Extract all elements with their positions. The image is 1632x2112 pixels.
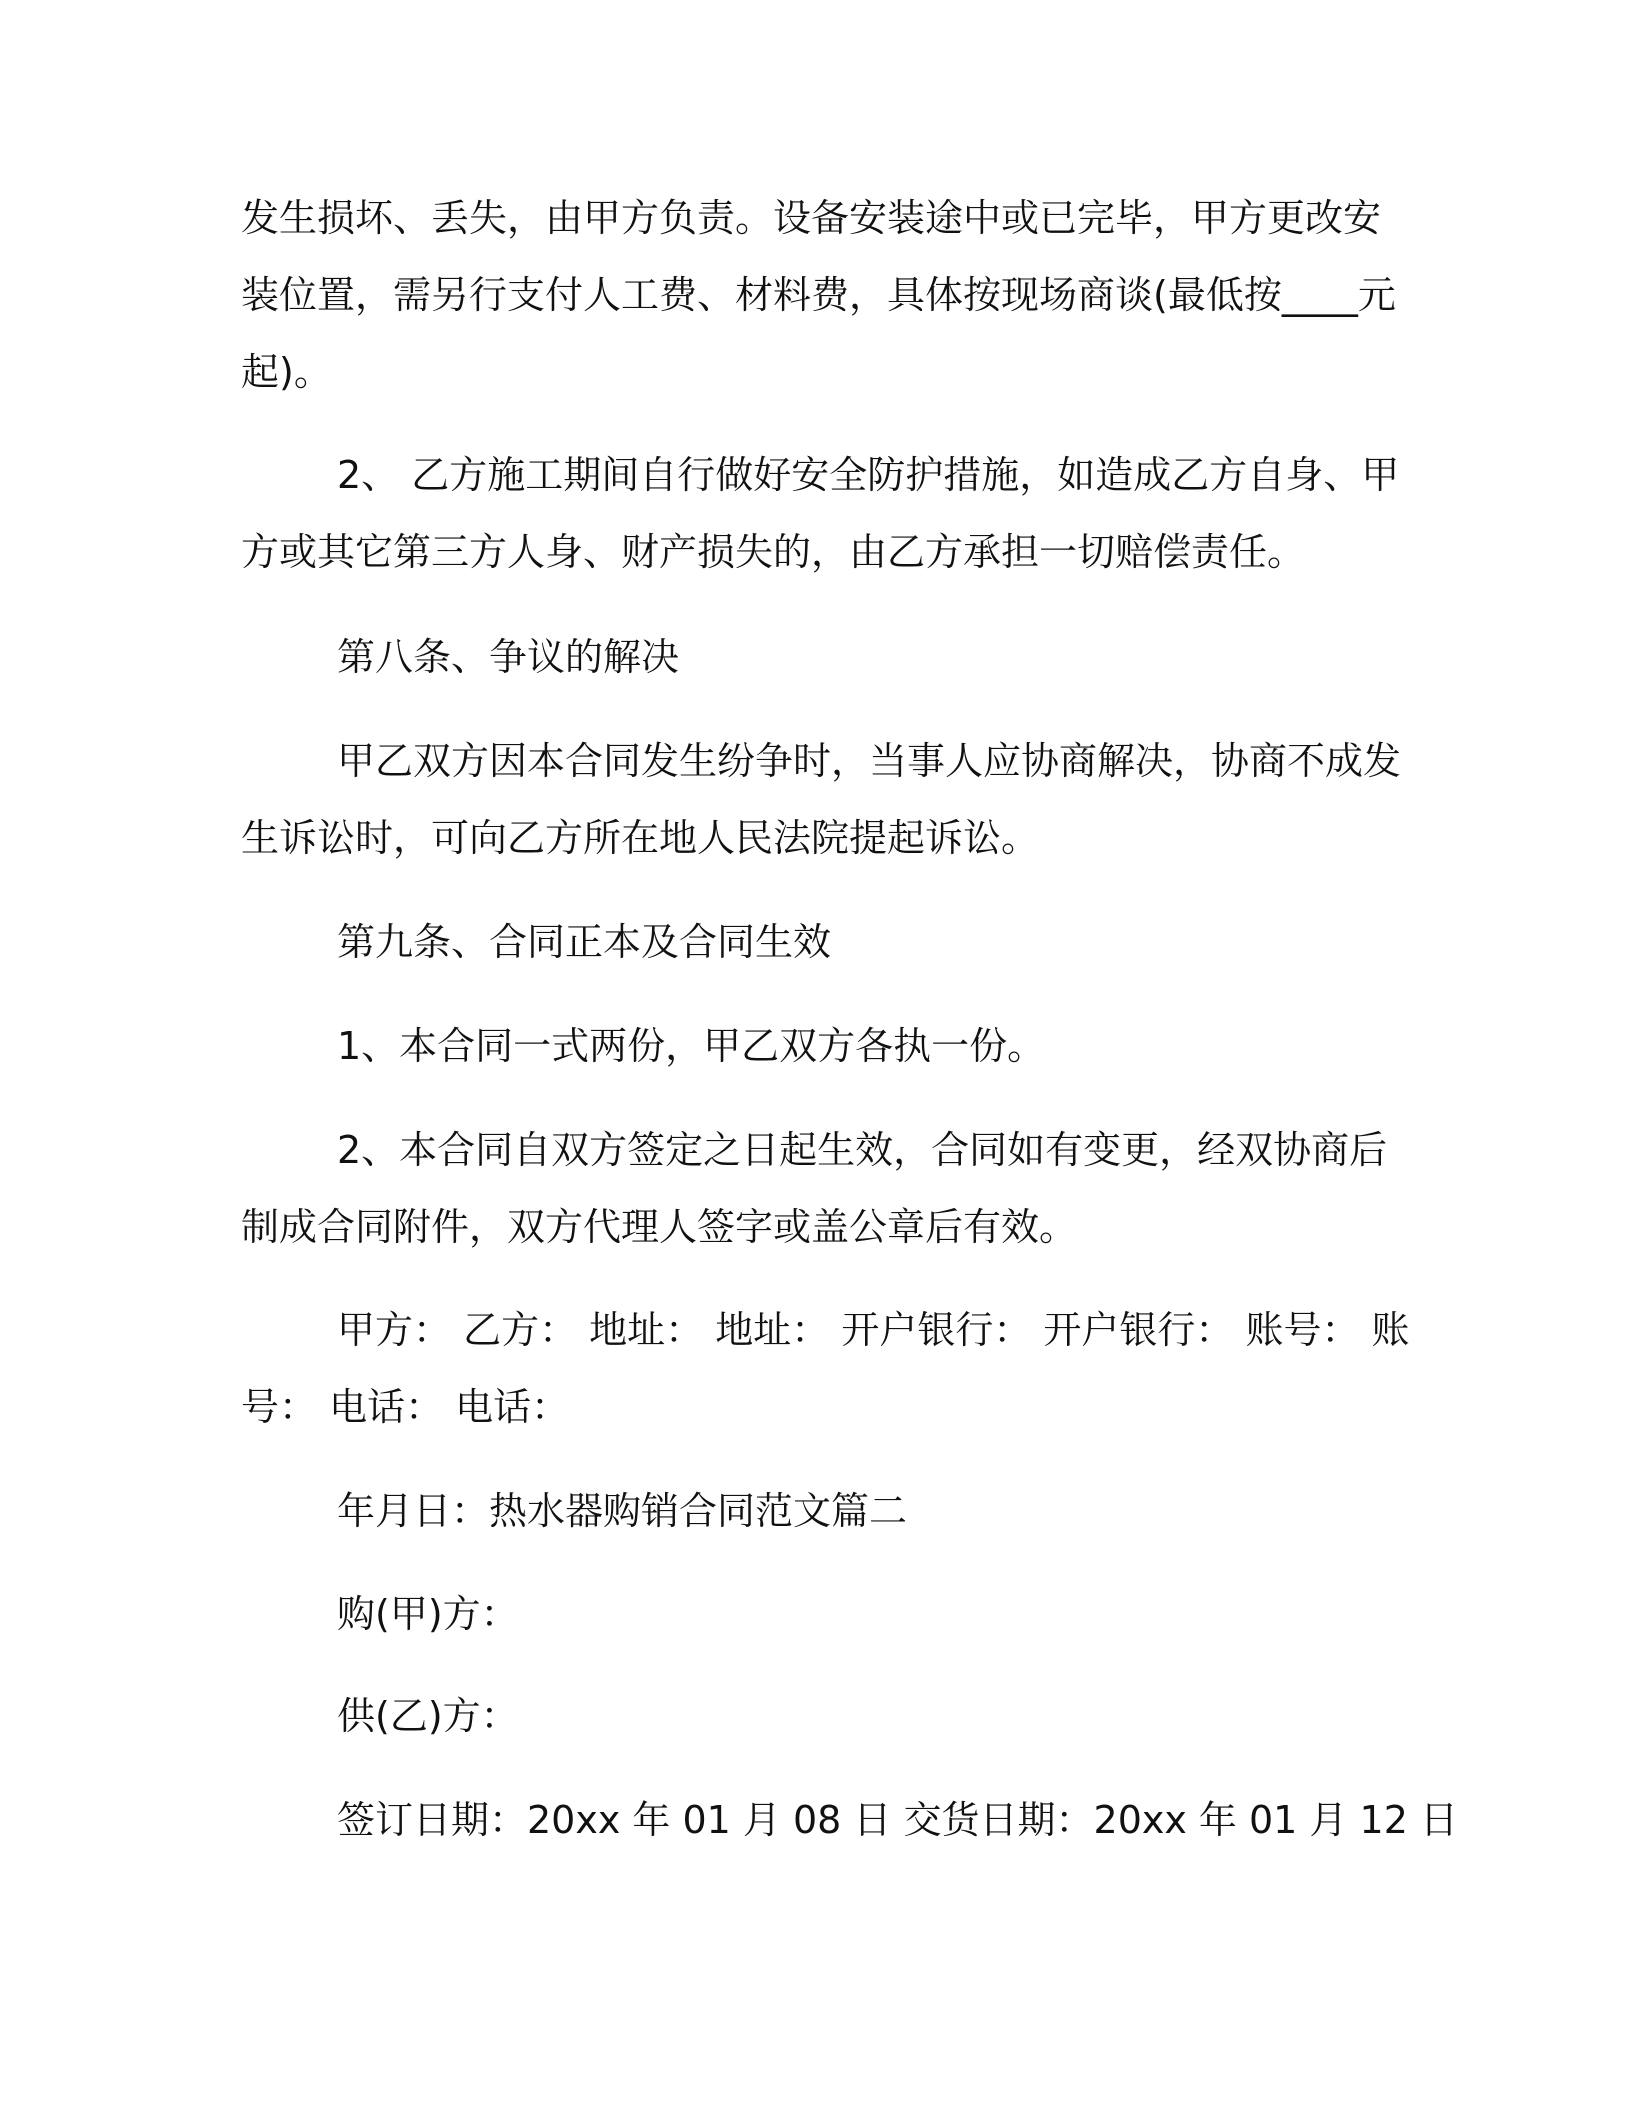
paragraph-line: 方或其它第三方人身、财产损失的，由乙方承担一切赔偿责任。 bbox=[241, 530, 1306, 574]
paragraph-line: 生诉讼时，可向乙方所在地人民法院提起诉讼。 bbox=[241, 816, 1040, 860]
paragraph-line: 2、本合同自双方签定之日起生效，合同如有变更，经双协商后 bbox=[337, 1128, 1388, 1172]
date-fields-line: 签订日期：20xx 年 01 月 08 日 交货日期：20xx 年 01 月 12 日 bbox=[337, 1798, 1458, 1842]
paragraph-line: 1、本合同一式两份，甲乙双方各执一份。 bbox=[337, 1024, 1046, 1068]
paragraph-line: 2、 乙方施工期间自行做好安全防护措施，如造成乙方自身、甲 bbox=[337, 453, 1400, 497]
section-heading: 第八条、争议的解决 bbox=[337, 635, 680, 679]
signature-fields-line: 甲方： 乙方： 地址： 地址： 开户银行： 开户银行： 账号： 账 bbox=[337, 1308, 1410, 1352]
supplier-field: 供(乙)方： bbox=[337, 1694, 519, 1738]
paragraph-line: 起)。 bbox=[241, 350, 332, 394]
paragraph-line: 甲乙双方因本合同发生纷争时，当事人应协商解决，协商不成发 bbox=[337, 739, 1402, 783]
section-heading: 年月日：热水器购销合同范文篇二 bbox=[337, 1489, 908, 1533]
paragraph-line: 装位置，需另行支付人工费、材料费，具体按现场商谈(最低按____元 bbox=[241, 273, 1396, 317]
buyer-field: 购(甲)方： bbox=[337, 1592, 519, 1636]
signature-fields-line: 号： 电话： 电话： bbox=[241, 1385, 570, 1429]
paragraph-line: 发生损坏、丢失，由甲方负责。设备安装途中或已完毕，甲方更改安 bbox=[241, 196, 1382, 240]
section-heading: 第九条、合同正本及合同生效 bbox=[337, 920, 832, 964]
paragraph-line: 制成合同附件，双方代理人签字或盖公章后有效。 bbox=[241, 1205, 1078, 1249]
